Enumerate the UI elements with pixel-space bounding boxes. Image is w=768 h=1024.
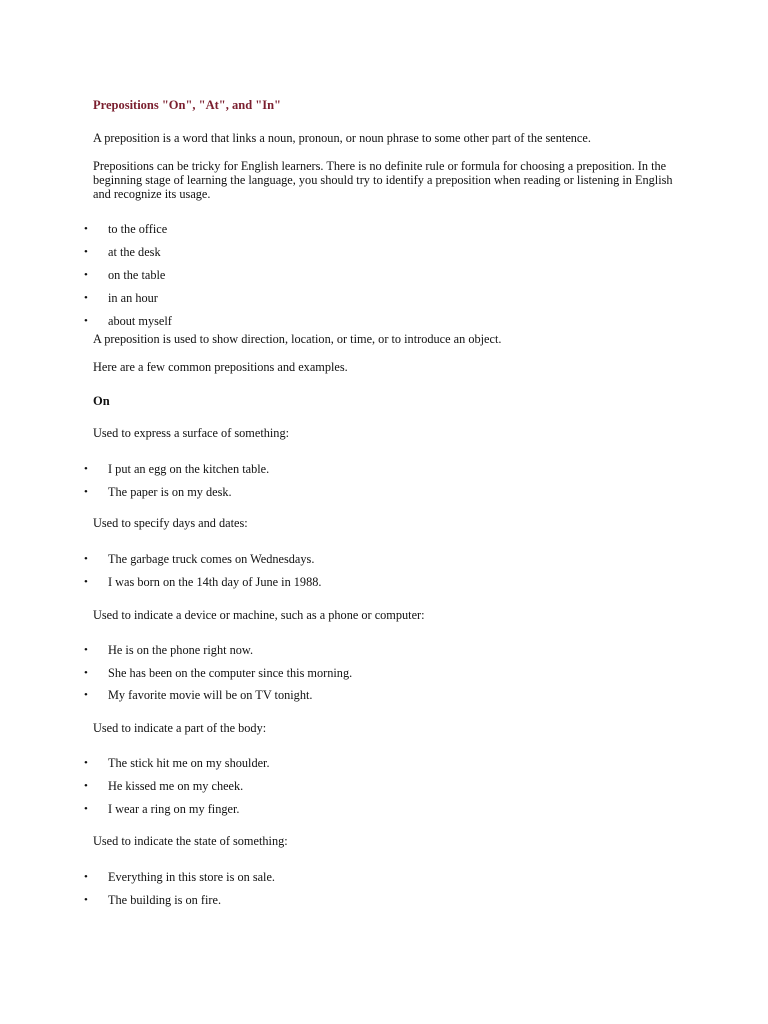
list-item-text: about myself xyxy=(108,314,172,328)
bullet-icon: • xyxy=(84,803,88,815)
common-paragraph: Here are a few common prepositions and examples. xyxy=(93,360,348,374)
example-text: He kissed me on my cheek. xyxy=(108,779,244,793)
definition-paragraph: A preposition is a word that links a noun, pronoun, or noun phrase to some other part of the sentence. xyxy=(93,131,591,145)
bullet-icon: • xyxy=(84,223,88,235)
list-item xyxy=(0,221,700,237)
example-text: The garbage truck comes on Wednesdays. xyxy=(108,552,315,566)
bullet-icon: • xyxy=(84,644,88,656)
example-text: I put an egg on the kitchen table. xyxy=(108,462,270,476)
bullet-icon: • xyxy=(84,689,88,701)
usage-label-device: Used to indicate a device or machine, such as a phone or computer: xyxy=(93,608,425,622)
example-item xyxy=(0,869,700,885)
example-item xyxy=(0,665,700,681)
bullet-icon: • xyxy=(84,269,88,281)
list-item-text: on the table xyxy=(108,268,166,282)
usage-label-surface: Used to express a surface of something: xyxy=(93,426,290,440)
example-text: Everything in this store is on sale. xyxy=(108,870,276,884)
bullet-icon: • xyxy=(84,463,88,475)
section-heading-on: On xyxy=(93,394,110,408)
usage-paragraph: A preposition is used to show direction, location, or time, or to introduce an object. xyxy=(93,332,502,346)
example-item xyxy=(0,642,700,658)
bullet-icon: • xyxy=(84,667,88,679)
example-item xyxy=(0,687,700,703)
example-text: I was born on the 14th day of June in 1988. xyxy=(108,575,322,589)
bullet-icon: • xyxy=(84,292,88,304)
example-text: My favorite movie will be on TV tonight. xyxy=(108,688,313,702)
bullet-icon: • xyxy=(84,757,88,769)
bullet-icon: • xyxy=(84,871,88,883)
bullet-icon: • xyxy=(84,576,88,588)
example-item xyxy=(0,892,700,908)
example-text: I wear a ring on my finger. xyxy=(108,802,240,816)
list-item xyxy=(0,313,700,329)
usage-label-state: Used to indicate the state of something: xyxy=(93,834,288,848)
bullet-icon: • xyxy=(84,486,88,498)
example-item xyxy=(0,778,700,794)
bullet-icon: • xyxy=(84,894,88,906)
example-text: The building is on fire. xyxy=(108,893,222,907)
list-item-text: in an hour xyxy=(108,291,158,305)
example-text: He is on the phone right now. xyxy=(108,643,254,657)
example-item xyxy=(0,484,700,500)
example-text: She has been on the computer since this morning. xyxy=(108,666,353,680)
list-item xyxy=(0,290,700,306)
list-item-text: to the office xyxy=(108,222,168,236)
bullet-icon: • xyxy=(84,780,88,792)
bullet-icon: • xyxy=(84,315,88,327)
example-item xyxy=(0,461,700,477)
bullet-icon: • xyxy=(84,246,88,258)
document-title: Prepositions "On", "At", and "In" xyxy=(93,98,281,112)
example-item xyxy=(0,755,700,771)
example-item xyxy=(0,801,700,817)
example-item xyxy=(0,551,700,567)
example-text: The stick hit me on my shoulder. xyxy=(108,756,270,770)
list-item xyxy=(0,267,700,283)
list-item xyxy=(0,244,700,260)
usage-label-body: Used to indicate a part of the body: xyxy=(93,721,267,735)
tricky-paragraph: Prepositions can be tricky for English learners. There is no definite rule or formula for choosing a preposition. In the beginning stage of learning the language, you should try to identify a preposition when reading or listening in English and recognize its usage. xyxy=(93,159,673,201)
list-item-text: at the desk xyxy=(108,245,161,259)
bullet-icon: • xyxy=(84,553,88,565)
example-item xyxy=(0,574,700,590)
usage-label-days: Used to specify days and dates: xyxy=(93,516,248,530)
example-text: The paper is on my desk. xyxy=(108,485,232,499)
